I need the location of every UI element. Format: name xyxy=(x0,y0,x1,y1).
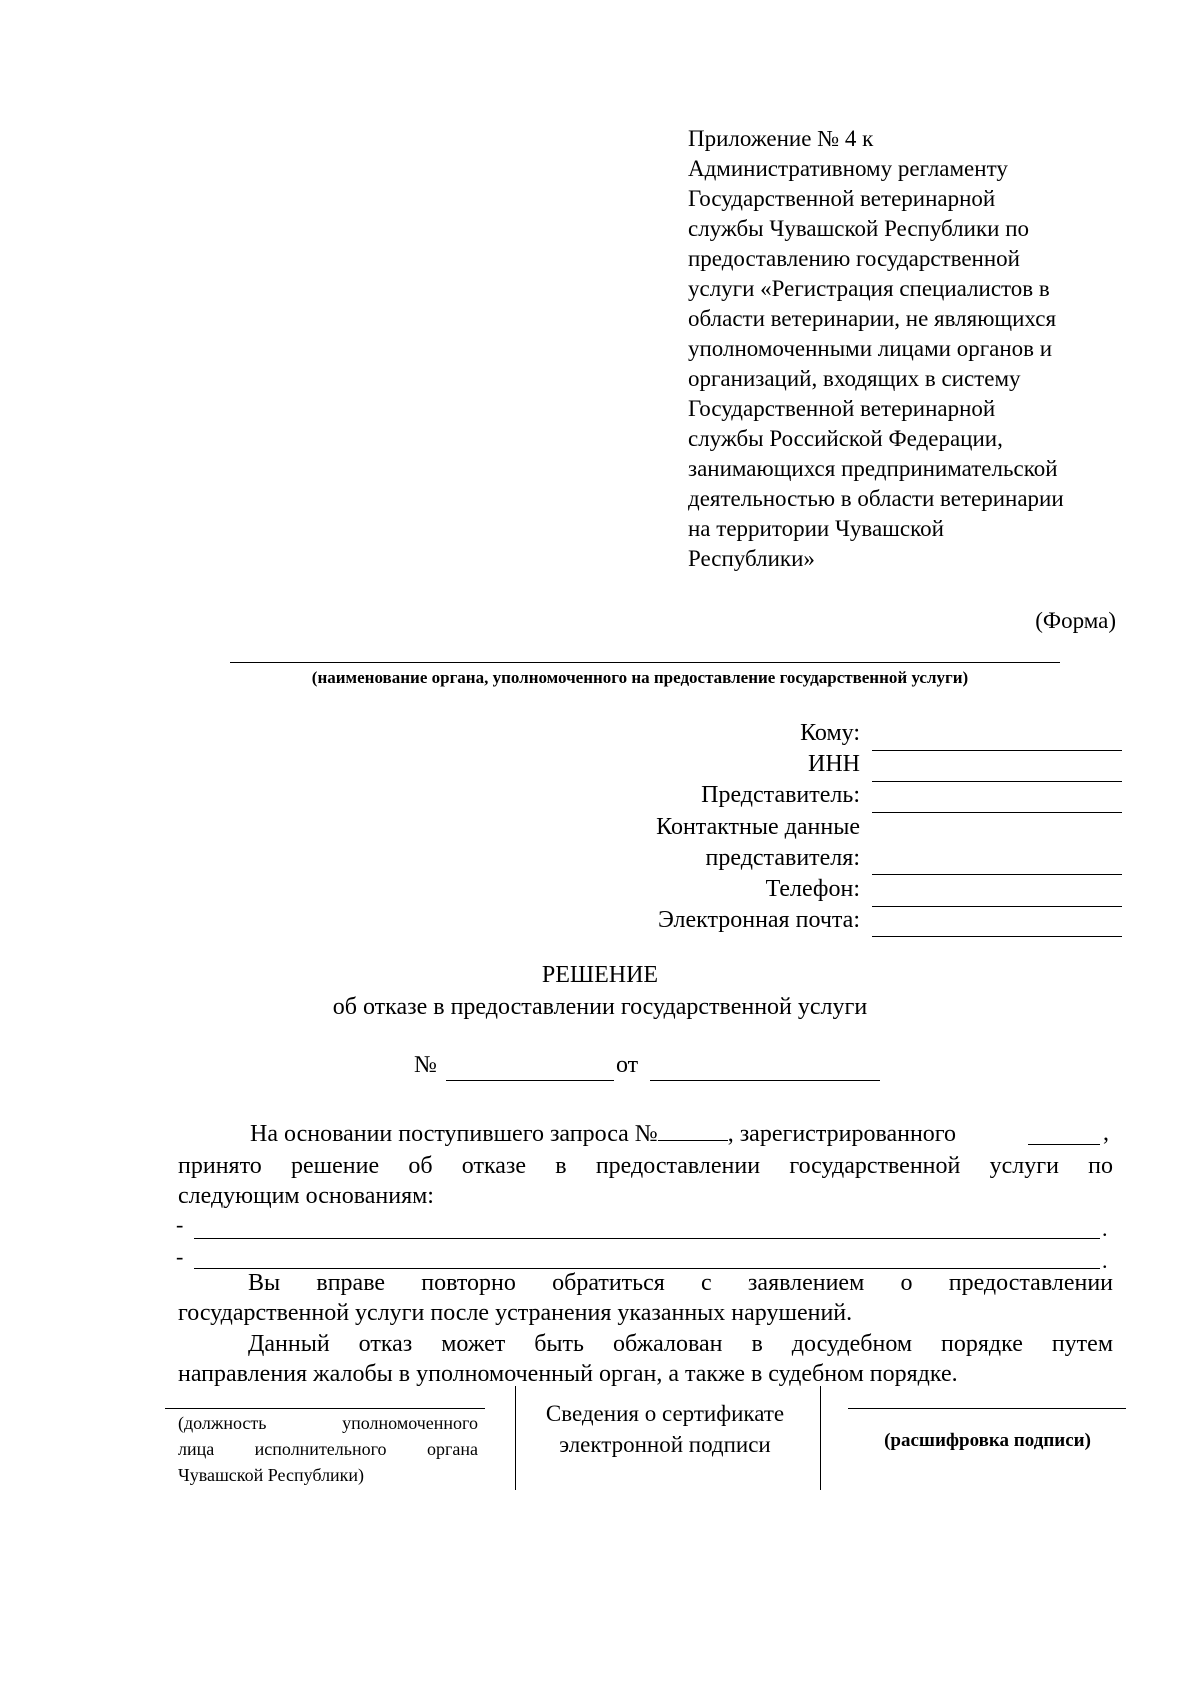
position-caption-line: Чувашской Республики) xyxy=(178,1465,365,1485)
paragraph2-line1: Вы вправе повторно обратиться с заявлением о предоставлении xyxy=(248,1270,1113,1296)
decision-date-field[interactable] xyxy=(650,1080,880,1081)
paragraph1-line2: принято решение об отказе в предоставлении государственной услуги по xyxy=(178,1153,1113,1179)
appendix-line: услуги «Регистрация специалистов в xyxy=(688,276,1050,301)
org-name-field[interactable] xyxy=(230,662,1060,663)
position-caption-line: лица исполнительного органа xyxy=(178,1439,478,1459)
signature-divider-right xyxy=(820,1386,821,1490)
phone-field[interactable] xyxy=(872,906,1122,907)
contact-label-line2: представителя: xyxy=(705,845,860,871)
position-caption xyxy=(178,1410,478,1488)
representative-field[interactable] xyxy=(872,812,1122,813)
request-label: На основании поступившего запроса № xyxy=(250,1121,658,1147)
paragraph1-line3: следующим основаниям: xyxy=(178,1183,434,1209)
appendix-line: на территории Чувашской xyxy=(688,516,944,541)
to-field[interactable] xyxy=(872,750,1122,751)
ground-dot-2: . xyxy=(1102,1248,1108,1273)
inn-field[interactable] xyxy=(872,781,1122,782)
inn-label: ИНН xyxy=(808,751,860,777)
appendix-line: службы Чувашской Республики по xyxy=(688,216,1030,241)
paragraph1-line1 xyxy=(250,1120,956,1148)
decision-title: РЕШЕНИЕ xyxy=(541,962,659,988)
appendix-line: организаций, входящих в систему xyxy=(688,366,1021,391)
ground-dash-1: - xyxy=(176,1212,184,1237)
paragraph3-line2: направления жалобы в уполномоченный орган, а также в судебном порядке. xyxy=(178,1361,958,1387)
form-label: (Форма) xyxy=(1035,608,1116,633)
decision-subtitle: об отказе в предоставлении государственной услуги xyxy=(332,994,868,1020)
appendix-line: Государственной ветеринарной xyxy=(688,186,996,211)
ground-dot-1: . xyxy=(1102,1216,1108,1241)
appendix-line: предоставлению государственной xyxy=(688,246,1020,271)
email-label: Электронная почта: xyxy=(657,907,860,933)
phone-label: Телефон: xyxy=(765,876,860,902)
to-label: Кому: xyxy=(800,720,860,746)
appendix-line: Приложение № 4 к xyxy=(688,126,874,151)
registered-label: , зарегистрированного xyxy=(727,1121,957,1147)
paragraph3-line1: Данный отказ может быть обжалован в досудебном порядке путем xyxy=(248,1331,1113,1357)
appendix-line: деятельностью в области ветеринарии xyxy=(688,486,1064,511)
decipher-signature-line[interactable] xyxy=(848,1408,1126,1409)
contact-field[interactable] xyxy=(872,874,1122,875)
decipher-caption: (расшифровка подписи) xyxy=(884,1430,1091,1451)
appendix-line: занимающихся предпринимательской xyxy=(688,456,1058,481)
date-label: от xyxy=(616,1052,639,1078)
appendix-line: Республики» xyxy=(688,546,815,571)
appendix-line: уполномоченными лицами органов и xyxy=(688,336,1053,361)
org-caption: (наименование органа, уполномоченного на предоставление государственной услуги) xyxy=(311,668,969,687)
contact-label-line1: Контактные данные xyxy=(656,814,860,840)
appendix-line: Административному регламенту xyxy=(688,156,1008,181)
number-label: № xyxy=(414,1052,437,1078)
appendix-line: Государственной ветеринарной xyxy=(688,396,996,421)
representative-label: Представитель: xyxy=(701,782,860,808)
request-number-field[interactable] xyxy=(658,1120,728,1141)
email-field[interactable] xyxy=(872,936,1122,937)
certificate-info-line2: электронной подписи xyxy=(559,1432,771,1457)
position-caption-line: (должность уполномоченного xyxy=(178,1413,478,1433)
appendix-line: службы Российской Федерации, xyxy=(688,426,1003,451)
paragraph2-line2: государственной услуги после устранения указанных нарушений. xyxy=(178,1300,853,1326)
ground-dash-2: - xyxy=(176,1244,184,1269)
registered-date-field[interactable] xyxy=(1028,1144,1100,1145)
comma: , xyxy=(1103,1120,1109,1146)
decision-number-field[interactable] xyxy=(446,1080,614,1081)
ground-field-1[interactable] xyxy=(194,1238,1100,1239)
position-signature-line[interactable] xyxy=(165,1408,485,1409)
certificate-info-line1: Сведения о сертификате xyxy=(545,1401,785,1426)
certificate-info xyxy=(515,1398,815,1460)
appendix-line: области ветеринарии, не являющихся xyxy=(688,306,1057,331)
appendix-header xyxy=(688,124,1128,574)
